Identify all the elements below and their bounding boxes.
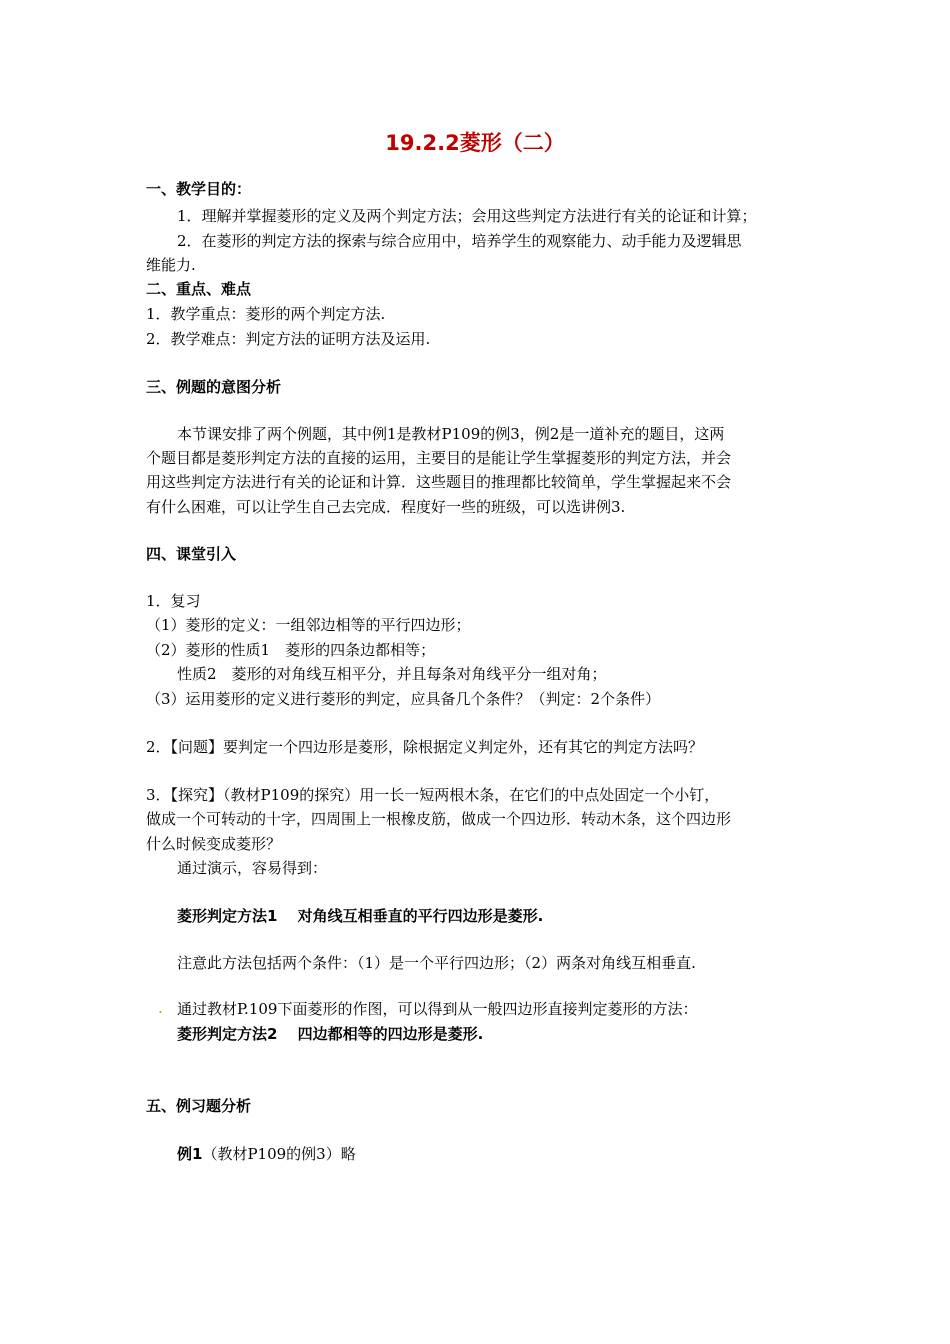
review-item-2-property: 性质2 菱形的对角线互相平分，并且每条对角线平分一组对角； <box>177 665 607 683</box>
key-point-2: 2．教学难点：判定方法的证明方法及运用. <box>146 330 431 348</box>
method-1-note: 注意此方法包括两个条件：（1）是一个平行四边形；（2）两条对角线互相垂直. <box>177 954 696 972</box>
review-item-1: （1）菱形的定义：一组邻边相等的平行四边形； <box>146 616 471 634</box>
objective-item-2-line-1: 2．在菱形的判定方法的探索与综合应用中，培养学生的观察能力、动手能力及逻辑思 <box>177 232 742 250</box>
review-item-2: （2）菱形的性质1 菱形的四条边都相等； <box>146 641 436 659</box>
method-1: 菱形判定方法1 对角线互相垂直的平行四边形是菱形. <box>177 907 544 925</box>
demo-text: 通过演示，容易得到： <box>177 859 328 877</box>
intent-paragraph-line-2: 个题目都是菱形判定方法的直接的运用，主要目的是能让学生掌握菱形的判定方法，并会 <box>146 449 732 467</box>
section-heading-objectives: 一、教学目的： <box>146 180 252 198</box>
intent-paragraph-line-4: 有什么困难，可以让学生自己去完成．程度好一些的班级，可以选讲例3. <box>146 498 626 516</box>
method-2: 菱形判定方法2 四边都相等的四边形是菱形. <box>177 1025 484 1043</box>
marker-dot: . <box>158 999 163 1017</box>
question-item: 2．【问题】要判定一个四边形是菱形，除根据定义判定外，还有其它的判定方法吗？ <box>146 738 704 756</box>
review-item-3: （3）运用菱形的定义进行菱形的判定，应具备几个条件？（判定：2个条件） <box>146 690 661 708</box>
page-title: 19.2.2菱形（二） <box>385 131 565 155</box>
review-heading: 1．复习 <box>146 592 201 610</box>
example-1 <box>177 1144 356 1164</box>
figure-text: 通过教材P.109下面菱形的作图，可以得到从一般四边形直接判定菱形的方法： <box>177 1000 698 1018</box>
example-1-label: 例1 <box>177 1145 203 1163</box>
explore-line-2: 做成一个可转动的十字，四周围上一根橡皮筋，做成一个四边形．转动木条，这个四边形 <box>146 810 732 828</box>
key-point-1: 1．教学重点：菱形的两个判定方法. <box>146 305 386 323</box>
section-heading-intent: 三、例题的意图分析 <box>146 378 282 396</box>
section-heading-key-points: 二、重点、难点 <box>146 280 252 298</box>
explore-line-1: 3．【探究】（教材P109的探究）用一长一短两根木条，在它们的中点处固定一个小钉， <box>146 786 720 804</box>
example-1-text: （教材P109的例3）略 <box>202 1145 356 1163</box>
intent-paragraph-line-1: 本节课安排了两个例题，其中例1是教材P109的例3，例2是一道补充的题目，这两 <box>177 425 725 443</box>
objective-item-2-line-2: 维能力. <box>146 256 196 274</box>
section-heading-introduction: 四、课堂引入 <box>146 545 237 563</box>
explore-line-3: 什么时候变成菱形？ <box>146 835 282 853</box>
intent-paragraph-line-3: 用这些判定方法进行有关的论证和计算．这些题目的推理都比较简单，学生掌握起来不会 <box>146 473 732 491</box>
section-heading-examples: 五、例习题分析 <box>146 1097 252 1115</box>
objective-item-1: 1．理解并掌握菱形的定义及两个判定方法；会用这些判定方法进行有关的论证和计算； <box>177 207 757 225</box>
